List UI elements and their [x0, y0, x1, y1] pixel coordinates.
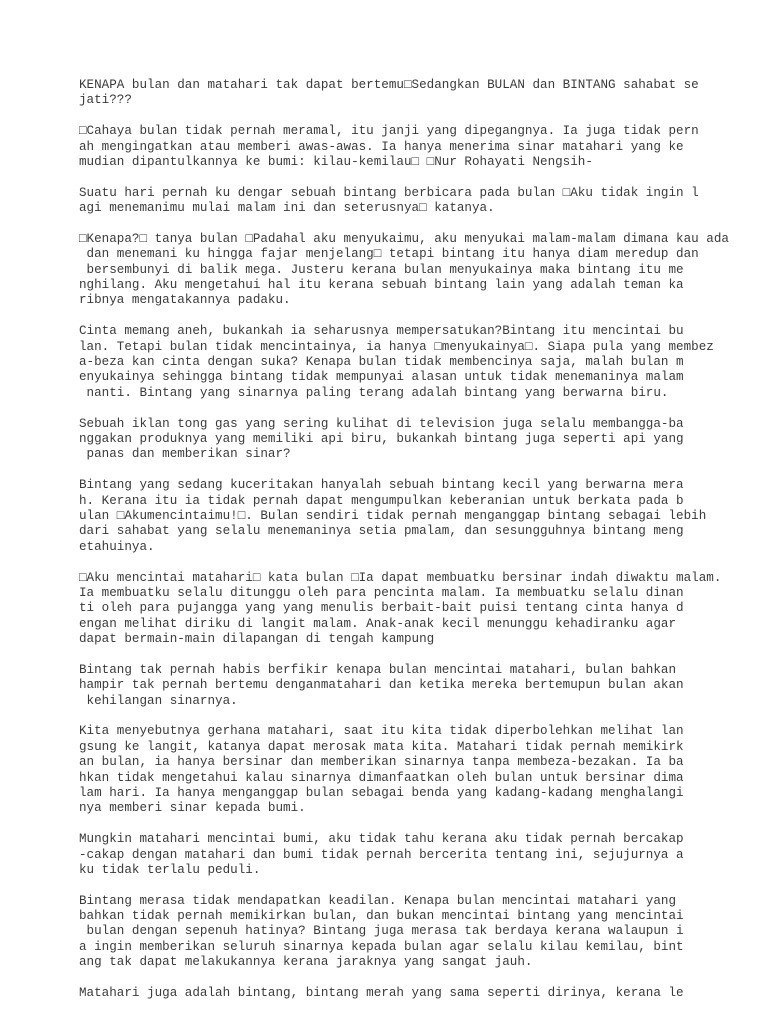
paragraph — [79, 232, 759, 309]
text-line: ribnya mengatakannya padaku. — [79, 293, 291, 308]
text-line: ang tak dapat melakukannya kerana jaraknya yang sangat jauh. — [79, 955, 533, 970]
text-line: dari sahabat yang selalu menemaninya setia pmalam, dan sesungguhnya bintang meng — [79, 524, 684, 539]
text-line: a-beza kan cinta dengan suka? Kenapa bulan tidak membencinya saja, malah bulan m — [79, 355, 684, 370]
text-line: bulan dengan sepenuh hatinya? Bintang juga merasa tak berdaya kerana walaupun i — [79, 924, 684, 939]
text-line: ah mengingatkan atau memberi awas-awas. Ia hanya menerima sinar matahari yang ke — [79, 139, 684, 154]
text-line: lan. Tetapi bulan tidak mencintainya, ia hanya □menyukainya□. Siapa pula yang membez — [79, 339, 714, 354]
text-line: h. Kerana itu ia tidak pernah dapat mengumpulkan keberanian untuk berkata pada b — [79, 493, 684, 508]
text-line: Kita menyebutnya gerhana matahari, saat itu kita tidak diperbolehkan melihat lan — [79, 724, 684, 739]
text-line: bersembunyi di balik mega. Justeru kerana bulan menyukainya maka bintang itu me — [79, 262, 684, 277]
text-line: Bintang merasa tidak mendapatkan keadilan. Kenapa bulan mencintai matahari yang — [79, 893, 677, 908]
text-line: Sebuah iklan tong gas yang sering kulihat di television juga selalu membangga-ba — [79, 416, 684, 431]
paragraph — [79, 417, 759, 463]
paragraph — [79, 478, 759, 555]
text-line: Ia membuatku selalu ditunggu oleh para pencinta malam. Ia membuatku selalu dinan — [79, 585, 684, 600]
paragraph — [79, 894, 759, 971]
text-line: -cakap dengan matahari dan bumi tidak pernah bercerita tentang ini, sejujurnya a — [79, 847, 684, 862]
text-line: bahkan tidak pernah memikirkan bulan, dan bukan mencintai bintang yang mencintai — [79, 909, 684, 924]
text-line: □Kenapa?□ tanya bulan □Padahal aku menyukaimu, aku menyukai malam-malam dimana kau ada — [79, 231, 729, 246]
text-line: dan menemani ku hingga fajar menjelang□ tetapi bintang itu hanya diam meredup dan — [79, 247, 699, 262]
text-line: Bintang tak pernah habis berfikir kenapa bulan mencintai matahari, bulan bahkan — [79, 662, 677, 677]
text-line: enyukainya sehingga bintang tidak mempunyai alasan untuk tidak menemaninya malam — [79, 370, 684, 385]
text-line: Cinta memang aneh, bukankah ia seharusnya mempersatukan?Bintang itu mencintai bu — [79, 324, 684, 339]
text-line: nanti. Bintang yang sinarnya paling terang adalah bintang yang berwarna biru. — [79, 385, 669, 400]
text-line: gsung ke langit, katanya dapat merosak mata kita. Matahari tidak pernah memikirk — [79, 739, 684, 754]
paragraph — [79, 78, 759, 109]
text-line: jati??? — [79, 93, 132, 108]
text-line: □Aku mencintai matahari□ kata bulan □Ia dapat membuatku bersinar indah diwaktu malam. — [79, 570, 722, 585]
text-line: nghilang. Aku mengetahui hal itu kerana sebuah bintang lain yang adalah teman ka — [79, 278, 684, 293]
text-line: panas dan memberikan sinar? — [79, 447, 291, 462]
text-line: hkan tidak mengetahui kalau sinarnya dimanfaatkan oleh bulan untuk bersinar dima — [79, 770, 684, 785]
paragraph — [79, 324, 759, 401]
text-line: lam hari. Ia hanya menganggap bulan sebagai benda yang kadang-kadang menghalangi — [79, 785, 684, 800]
text-line: KENAPA bulan dan matahari tak dapat bertemu□Sedangkan BULAN dan BINTANG sahabat se — [79, 78, 699, 92]
paragraph — [79, 724, 759, 816]
document-body — [79, 78, 759, 1017]
text-line: Mungkin matahari mencintai bumi, aku tidak tahu kerana aku tidak pernah bercakap — [79, 832, 684, 847]
paragraph — [79, 986, 759, 1001]
text-line: Bintang yang sedang kuceritakan hanyalah sebuah bintang kecil yang berwarna mera — [79, 478, 684, 493]
text-line: kehilangan sinarnya. — [79, 693, 238, 708]
text-line: an bulan, ia hanya bersinar dan memberikan sinarnya tanpa membeza-bezakan. Ia ba — [79, 755, 684, 770]
text-line: Matahari juga adalah bintang, bintang merah yang sama seperti dirinya, kerana le — [79, 986, 684, 1001]
text-line: agi menemanimu mulai malam ini dan seterusnya□ katanya. — [79, 201, 495, 216]
paragraph — [79, 663, 759, 709]
text-line: etahuinya. — [79, 539, 155, 554]
text-line: engan melihat diriku di langit malam. Anak-anak kecil menunggu kehadiranku agar — [79, 616, 677, 631]
paragraph — [79, 186, 759, 217]
text-line: a ingin memberikan seluruh sinarnya kepada bulan agar selalu kilau kemilau, bint — [79, 939, 684, 954]
text-line: hampir tak pernah bertemu denganmatahari dan ketika mereka bertemupun bulan akan — [79, 678, 684, 693]
text-line: ti oleh para pujangga yang yang menulis berbait-bait puisi tentang cinta hanya d — [79, 601, 684, 616]
text-line: □Cahaya bulan tidak pernah meramal, itu janji yang dipegangnya. Ia juga tidak pern — [79, 124, 699, 139]
paragraph — [79, 124, 759, 170]
text-line: mudian dipantulkannya ke bumi: kilau-kemilau□ □Nur Rohayati Nengsih- — [79, 154, 593, 169]
text-line: Suatu hari pernah ku dengar sebuah bintang berbicara pada bulan □Aku tidak ingin l — [79, 185, 699, 200]
text-line: nya memberi sinar kepada bumi. — [79, 801, 306, 816]
paragraph — [79, 832, 759, 878]
text-line: nggakan produknya yang memiliki api biru, bukankah bintang juga seperti api yang — [79, 431, 684, 446]
text-line: ku tidak terlalu peduli. — [79, 862, 261, 877]
text-line: ulan □Akumencintaimu!□. Bulan sendiri tidak pernah menganggap bintang sebagai lebih — [79, 508, 707, 523]
paragraph — [79, 571, 759, 648]
text-line: dapat bermain-main dilapangan di tengah kampung — [79, 632, 435, 647]
